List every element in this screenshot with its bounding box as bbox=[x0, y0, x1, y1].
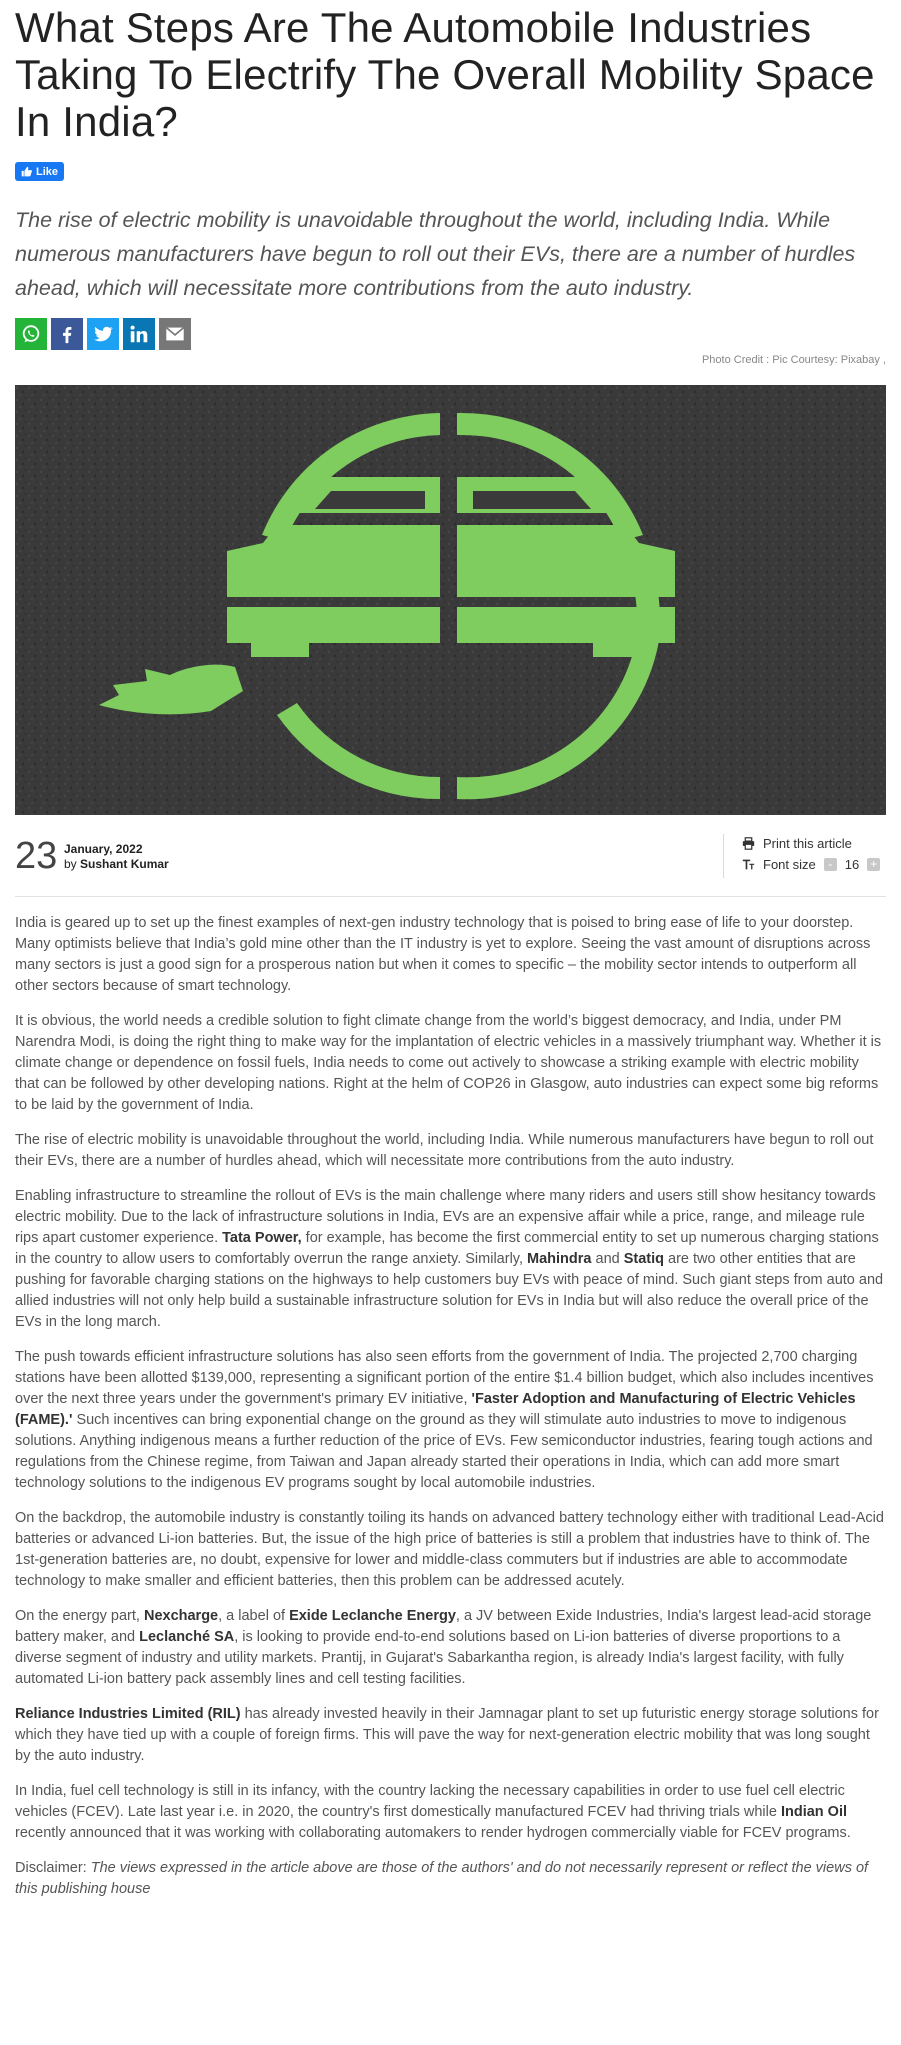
thumbs-up-icon bbox=[21, 166, 32, 177]
linkedin-share-button[interactable] bbox=[123, 318, 155, 350]
twitter-share-button[interactable] bbox=[87, 318, 119, 350]
article-title: What Steps Are The Automobile Industries Taking To Electrify The Overall Mobility Space In India? bbox=[15, 4, 875, 145]
article-tools bbox=[723, 834, 880, 878]
paragraph-text: In India, fuel cell technology is still in its infancy, with the country lacking the necessary capabilities in order to use fuel cell electric vehicles (FCEV). Late last year i.e. in 2020, the country's first domestically manufactured FCEV had thriving trials while bbox=[15, 1783, 845, 1820]
share-bar bbox=[15, 318, 886, 350]
byline bbox=[64, 856, 169, 872]
paragraph-1: India is geared up to set up the finest examples of next-gen industry technology that is poised to bring ease of life to your doorstep. Many optimists believe that India’s gold mine other than the IT industry is yet to explore. Seeing the vast amount of disruptions across many sectors is just a good sign for a prosperous nation but when it comes to specific – the mobility sector intends to outperform all other sectors because of smart technology. bbox=[15, 915, 871, 994]
entity-fame: 'Faster Adoption and Manufacturing of Electric Vehicles (FAME).' bbox=[15, 1391, 856, 1428]
byline-by-label: by bbox=[64, 857, 77, 871]
font-size-decrease-button[interactable]: - bbox=[824, 858, 837, 871]
entity-indian-oil: Indian Oil bbox=[780, 1804, 848, 1820]
font-size-control bbox=[742, 855, 880, 873]
entity-nexcharge: Nexcharge bbox=[143, 1608, 219, 1624]
paragraph-6: On the backdrop, the automobile industry is constantly toiling its hands on advanced battery technology either with traditional Lead-Acid batteries or advanced Li-ion batteries. But, the issue of the high price of batteries is still a problem that industries have to think of. The 1st-generation batteries are, no doubt, expensive for lower and middle-class commuters but if industries are able to accommodate technology to make smaller and efficient batteries, then this problem can be addressed acutely. bbox=[15, 1510, 884, 1589]
photo-credit: Photo Credit : Pic Courtesy: Pixabay , bbox=[701, 354, 886, 366]
disclaimer-text: The views expressed in the article above are those of the authors' and do not necessarily represent or reflect the views of this publishing house bbox=[15, 1860, 869, 1897]
paragraph-text: and bbox=[591, 1251, 624, 1267]
paragraph-text: On the energy part, bbox=[15, 1608, 144, 1624]
facebook-icon bbox=[56, 323, 78, 345]
paragraph-text: , a label of bbox=[218, 1608, 290, 1624]
facebook-share-button[interactable] bbox=[51, 318, 83, 350]
font-size-increase-button[interactable]: + bbox=[867, 858, 880, 871]
paragraph-7 bbox=[15, 1606, 886, 1690]
email-icon bbox=[164, 323, 186, 345]
entity-leclanche-sa: Leclanché SA bbox=[139, 1629, 235, 1645]
paragraph-8 bbox=[15, 1704, 886, 1767]
date-month-year: January, 2022 bbox=[64, 842, 143, 856]
entity-ril: Reliance Industries Limited (RIL) bbox=[15, 1706, 241, 1722]
article-standfirst: The rise of electric mobility is unavoidable throughout the world, including India. While numerous manufacturers have begun to roll out their EVs, there are a number of hurdles ahead, which will necessitate more contributions from the auto industry. bbox=[15, 208, 856, 300]
article-page bbox=[15, 0, 886, 1914]
print-article-button[interactable] bbox=[742, 834, 880, 852]
paragraph-3: The rise of electric mobility is unavoidable throughout the world, including India. While numerous manufacturers have begun to roll out their EVs, there are a number of hurdles ahead, which will necessitate more contributions from the auto industry. bbox=[15, 1132, 874, 1169]
paragraph-2: It is obvious, the world needs a credible solution to fight climate change from the world’s biggest democracy, and India, under PM Narendra Modi, is doing the right thing to make way for the implantation of electric vehicles in a massively triumphant way. Whether it is climate change or dependence on fossil fuels, India needs to come out actively to showcase a striking example with electric mobility that can be followed by other developing nations. Right at the helm of COP26 in Glasgow, auto industries can expect some big reforms to be laid by the government of India. bbox=[15, 1013, 882, 1113]
article-meta bbox=[15, 834, 886, 897]
like-label: Like bbox=[36, 165, 59, 178]
paragraph-text: are two other entities that are pushing for favorable charging stations on the highways to help customers buy EVs with peace of mind. Such giant steps from auto and allied industries will not only help build a sustainable infrastructure solution for EVs in India but will also reduce the overall price of the EVs in the long march. bbox=[15, 1251, 884, 1330]
entity-mahindra: Mahindra bbox=[527, 1251, 592, 1267]
font-size-label: Font size bbox=[763, 856, 816, 872]
linkedin-icon bbox=[128, 323, 150, 345]
paragraph-text: for example, has become the first commercial entity to set up numerous charging stations in the country to allow users to comfortably overrun the range anxiety. Similarly, bbox=[15, 1230, 879, 1267]
print-label: Print this article bbox=[763, 835, 852, 851]
paragraph-text: Such incentives can bring exponential change on the ground as they will stimulate auto industries to move to indigenous solutions. Anything indigenous means a further reduction of the price of EVs. Few semiconductor industries, fearing tough actions and regulations from the Chinese regime, from Taiwan and Japan already started their operations in India, which can add more smart technology solutions to the indigenous EV programs sought by local automobile industries. bbox=[15, 1412, 873, 1491]
paragraph-text: , a JV between Exide Industries, India's largest lead-acid storage battery maker, and bbox=[15, 1608, 872, 1645]
paragraph-text: Enabling infrastructure to streamline the rollout of EVs is the main challenge where many riders and users still show hesitancy towards electric mobility. Due to the lack of infrastructure solutions in India, EVs are an expensive affair while a price, range, and mileage rule rips apart customer experience. bbox=[15, 1188, 876, 1246]
paragraph-text: The push towards efficient infrastructure solutions has also seen efforts from the government of India. The projected 2,700 charging stations have been allotted $139,000, representing a significant portion of the entire $1.4 billion budget, which also includes incentives over the next three years under the government's primary EV initiative, bbox=[15, 1349, 874, 1407]
paragraph-4 bbox=[15, 1186, 886, 1333]
author-link[interactable]: Sushant Kumar bbox=[80, 857, 169, 871]
paragraph-text: recently announced that it was working with collaborating automakers to render hydrogen commercially viable for FCEV programs. bbox=[15, 1825, 851, 1841]
entity-statiq: Statiq bbox=[623, 1251, 665, 1267]
whatsapp-share-button[interactable] bbox=[15, 318, 47, 350]
paragraph-9 bbox=[15, 1781, 886, 1844]
hero-image-ev-charging-symbol bbox=[15, 385, 886, 815]
paragraph-text: has already invested heavily in their Jamnagar plant to set up futuristic energy storage solutions for which they have tied up with a couple of foreign firms. This will pave the way for next-generation electric mobility that was long sought by the auto industry. bbox=[15, 1706, 879, 1764]
font-size-value: 16 bbox=[844, 856, 860, 872]
entity-exide-leclanche: Exide Leclanche Energy bbox=[289, 1608, 456, 1624]
date-day: 23 bbox=[15, 835, 58, 877]
facebook-like-button[interactable] bbox=[15, 162, 64, 181]
entity-tata-power: Tata Power, bbox=[222, 1230, 302, 1246]
twitter-icon bbox=[92, 323, 114, 345]
paragraph-text: , is looking to provide end-to-end solutions based on Li-ion batteries of diverse proportions to a diverse segment of industry and utility markets. Prantij, in Gujarat's Sabarkantha region, is already India's largest facility, with fully automated Li-ion battery pack assembly lines and cell testing facilities. bbox=[15, 1629, 844, 1687]
printer-icon bbox=[742, 837, 755, 850]
paragraph-5 bbox=[15, 1347, 886, 1494]
whatsapp-icon bbox=[20, 323, 42, 345]
article-body bbox=[15, 897, 886, 1900]
disclaimer bbox=[15, 1858, 886, 1900]
text-size-icon bbox=[742, 858, 755, 871]
disclaimer-label: Disclaimer: bbox=[15, 1860, 91, 1876]
email-share-button[interactable] bbox=[159, 318, 191, 350]
